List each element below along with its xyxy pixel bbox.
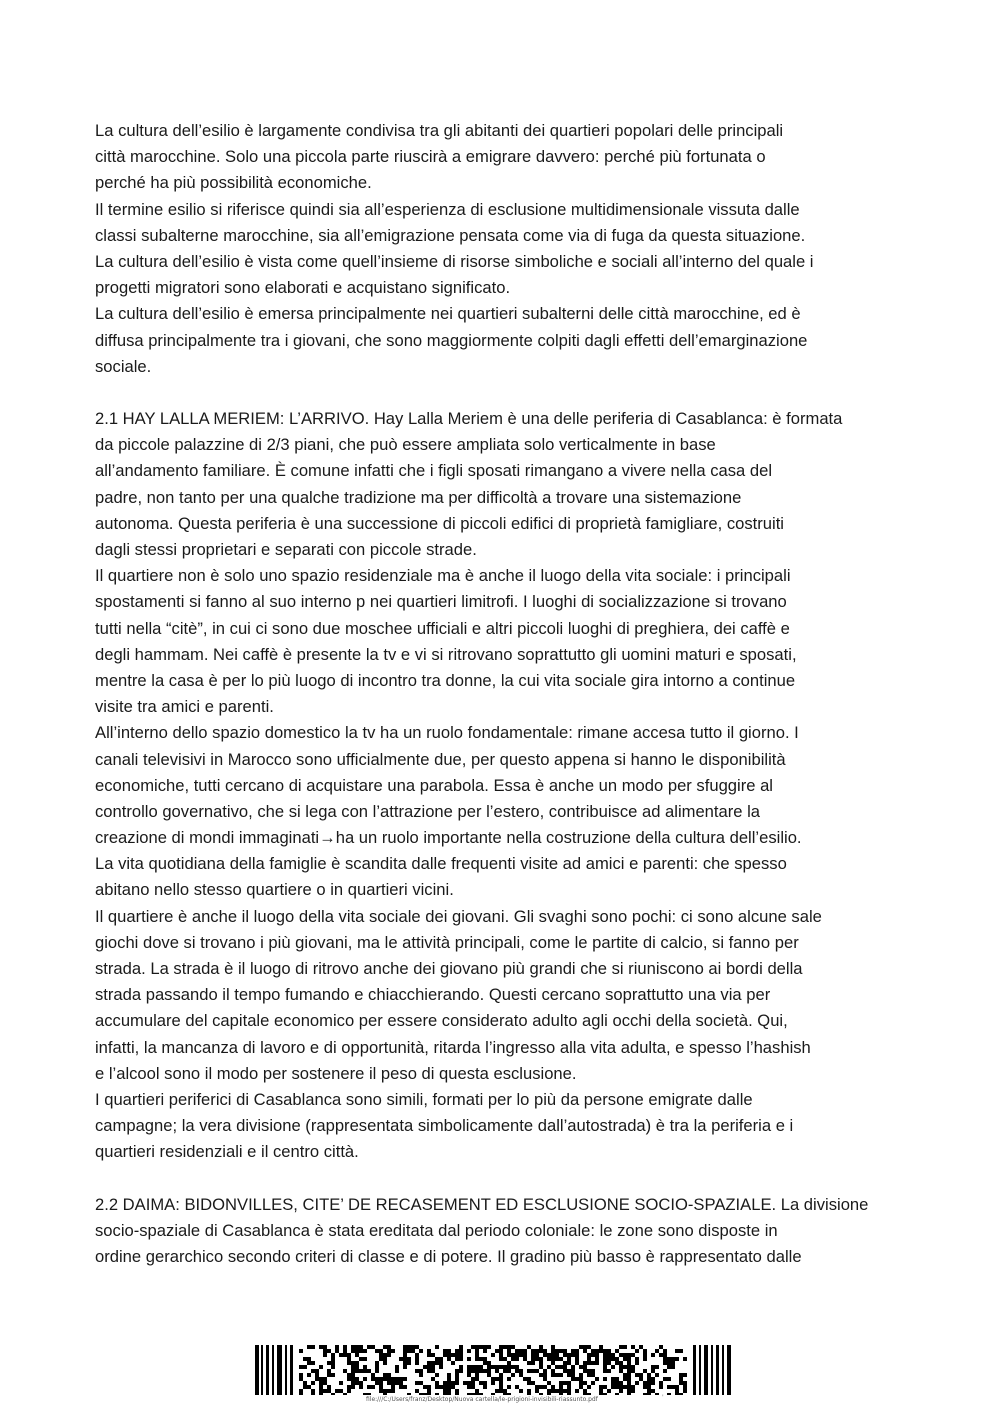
text-line: perché ha più possibilità economiche. bbox=[95, 173, 372, 193]
text-line: mentre la casa è per lo più luogo di incontro tra donne, la cui vita sociale gira intorno a continue bbox=[95, 670, 796, 690]
section-heading-line: 2.1 HAY LALLA MERIEM: L’ARRIVO. Hay Lalla Meriem è una delle periferia di Casablanca: è formata bbox=[95, 409, 843, 429]
text-line: visite tra amici e parenti. bbox=[95, 697, 274, 717]
text-line: città marocchine. Solo una piccola parte riuscirà a emigrare davvero: perché più fortunata o bbox=[95, 147, 766, 167]
text-line: Il quartiere non è solo uno spazio residenziale ma è anche il luogo della vita sociale: i principali bbox=[95, 566, 791, 586]
text-line: dagli stessi proprietari e separati con piccole strade. bbox=[95, 540, 477, 559]
text-line: giochi dove si trovano i più giovani, ma le attività principali, come le partite di calcio, si fanno per bbox=[95, 932, 799, 952]
text-line: abitano nello stesso quartiere o in quartieri vicini. bbox=[95, 880, 454, 900]
text-line: spostamenti si fanno al suo interno p nei quartieri limitrofi. I luoghi di socializzazione si trovano bbox=[95, 592, 787, 612]
text-line: All’interno dello spazio domestico la tv ha un ruolo fondamentale: rimane accesa tutto il giorno. I bbox=[95, 723, 799, 743]
text-line: strada. La strada è il luogo di ritrovo anche dei giovano più grandi che si riuniscono ai bordi della bbox=[95, 959, 803, 978]
text-line: socio-spaziale di Casablanca è stata ereditata dal periodo coloniale: le zone sono disposte in bbox=[95, 1220, 778, 1240]
text-line: progetti migratori sono elaborati e acquistano significato. bbox=[95, 278, 511, 298]
text-line: sociale. bbox=[95, 356, 152, 376]
text-line: accumulare del capitale economico per essere considerato adulto agli occhi della società. Qui, bbox=[95, 1011, 788, 1031]
text-line: e l’alcool sono il modo per sostenere il peso di questa esclusione. bbox=[95, 1063, 577, 1083]
section-heading-line: 2.2 DAIMA: BIDONVILLES, CITE’ DE RECASEMENT ED ESCLUSIONE SOCIO-SPAZIALE. La divisione bbox=[95, 1194, 869, 1214]
barcode-image bbox=[253, 1345, 733, 1395]
text-line: Il termine esilio si riferisce quindi sia all’esperienza di esclusione multidimensionale vissuta dalle bbox=[95, 199, 800, 219]
text-line: degli hammam. Nei caffè è presente la tv e vi si ritrovano soprattutto gli uomini maturi e sposati, bbox=[95, 644, 797, 664]
text-line: I quartieri periferici di Casablanca sono simili, formati per lo più da persone emigrate dalle bbox=[95, 1089, 753, 1109]
text-line: Il quartiere è anche il luogo della vita sociale dei giovani. Gli svaghi sono pochi: ci sono alcune sale bbox=[95, 906, 822, 926]
text-line: La cultura dell’esilio è emersa principalmente nei quartieri subalterni delle città marocchine, ed è bbox=[95, 304, 801, 324]
text-line: quartieri residenziali e il centro città. bbox=[95, 1142, 359, 1162]
text-line: creazione di mondi immaginati→ha un ruolo importante nella costruzione della cultura dell’esilio. bbox=[95, 828, 802, 848]
section-2-1 bbox=[95, 406, 910, 1165]
text-line: ordine gerarchico secondo criteri di classe e di potere. Il gradino più basso è rappresentato dalle bbox=[95, 1247, 802, 1267]
paragraph-spacer bbox=[95, 1166, 910, 1192]
text-line: tutti nella “citè”, in cui ci sono due moschee ufficiali e altri piccoli luoghi di preghiera, dei caffè e bbox=[95, 618, 790, 638]
text-line: economiche, tutti cercano di acquistare una parabola. Essa è anche un modo per sfuggire al bbox=[95, 775, 773, 795]
document-page bbox=[95, 118, 910, 1270]
paragraph-spacer bbox=[95, 380, 910, 406]
footer-mark: ' bbox=[662, 1394, 664, 1401]
text-line: da piccole palazzine di 2/3 piani, che può essere ampliata solo verticalmente in base bbox=[95, 435, 716, 455]
text-line: diffusa principalmente tra i giovani, che sono maggiormente colpiti dagli effetti dell’emarginazione bbox=[95, 330, 808, 350]
text-line: campagne; la vera divisione (rappresentata simbolicamente dall’autostrada) è tra la periferia e i bbox=[95, 1116, 794, 1136]
text-line: canali televisivi in Marocco sono ufficialmente due, per questo appena si hanno le disponibilità bbox=[95, 749, 786, 769]
text-line: La cultura dell’esilio è largamente condivisa tra gli abitanti dei quartieri popolari delle principali bbox=[95, 121, 784, 140]
text-line: La vita quotidiana della famiglie è scandita dalle frequenti visite ad amici e parenti: che spesso bbox=[95, 854, 787, 874]
text-line: padre, non tanto per una qualche tradizione ma per difficoltà a trovare una sistemazione bbox=[95, 487, 742, 507]
text-line: strada passando il tempo fumando e chiacchierando. Questi cercano soprattutto una via per bbox=[95, 985, 771, 1005]
text-line: infatti, la mancanza di lavoro e di opportunità, ritarda l’ingresso alla vita adulta, e spesso l’hashish bbox=[95, 1037, 811, 1057]
paragraph-intro bbox=[95, 118, 910, 380]
text-line: controllo governativo, che si lega con l’attrazione per l’estero, contribuisce ad alimentare la bbox=[95, 801, 761, 821]
text-line: La cultura dell’esilio è vista come quell’insieme di risorse simboliche e sociali all’interno del quale i bbox=[95, 251, 814, 271]
footer-file-path: file:///C:/Users/franz/Desktop/Nuova cartella/le-prigioni-invisibili-riassunto.pdf bbox=[366, 1396, 598, 1403]
text-line: autonoma. Questa periferia è una successione di piccoli edifici di proprietà famigliare, costruiti bbox=[95, 513, 784, 533]
text-line: all’andamento familiare. È comune infatti che i figli sposati rimangano a vivere nella casa del bbox=[95, 461, 773, 481]
text-line: classi subalterne marocchine, sia all’emigrazione pensata come via di fuga da questa situazione. bbox=[95, 225, 806, 245]
section-2-2 bbox=[95, 1192, 910, 1271]
